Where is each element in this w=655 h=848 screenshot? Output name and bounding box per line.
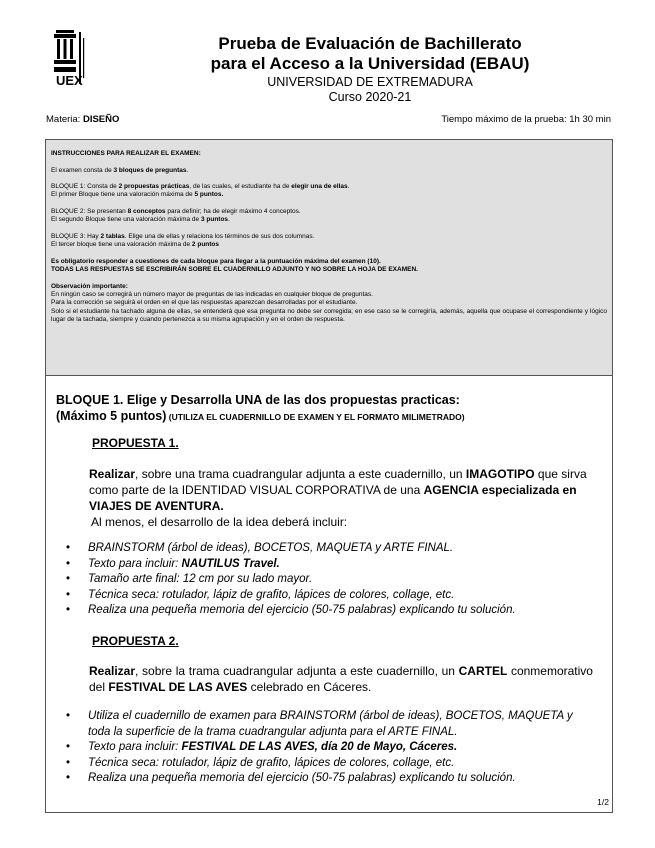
instructions-box (45, 139, 613, 376)
title-line-2: para el Acceso a la Universidad (EBAU) (210, 54, 530, 73)
course-year: Curso 2020-21 (328, 90, 412, 104)
list-item: • Tamaño arte final: 12 cm por su lado mayor. (66, 572, 586, 588)
list-item: • Técnica seca: rotulador, lápiz de grafito, lápices de colores, collage, etc. (66, 756, 586, 772)
proposal-2-heading: PROPUESTA 2. (92, 634, 179, 648)
proposal-1-list (66, 541, 586, 619)
logo-text: UEX (56, 73, 83, 88)
block-1-subtitle: (Máximo 5 puntos) (UTILIZA EL CUADERNILLO DE EXAMEN Y EL FORMATO MILIMETRADO) (56, 409, 465, 423)
exam-time: Tiempo máximo de la prueba: 1h 30 min (441, 114, 611, 125)
block-1-title: BLOQUE 1. Elige y Desarrolla UNA de las dos propuestas practicas: (56, 393, 460, 407)
subject: Materia: DISEÑO (46, 114, 120, 125)
proposal-1-heading: PROPUESTA 1. (92, 436, 179, 450)
university-logo (52, 28, 96, 88)
proposal-1-text: Realizar, sobre una trama cuadrangular adjunta a este cuadernillo, un IMAGOTIPO que sirva como parte de la IDENTIDAD VISUAL CORPORATIVA de una AGENCIA especializada en VIAJES DE AVENTURA. Al menos, el desarrollo de la idea deberá incluir: (89, 467, 587, 529)
instructions-block1: BLOQUE 1: Consta de 2 propuestas prácticas, de las cuales, el estudiante ha de elegir una de ellas. El primer Bloque tiene una valoración máxima de 5 puntos. (51, 183, 350, 199)
proposal-2-list (66, 709, 586, 787)
instructions-mandatory: Es obligatorio responder a cuestiones de cada bloque para llegar a la puntuación máxima del examen (10). TODAS LAS RESPUESTAS SE ESCRIBIRÁN SOBRE EL CUADERNILLO ADJUNTO Y NO SOBRE LA HOJA DE EXAMEN. (51, 257, 418, 274)
list-item: • Realiza una pequeña memoria del ejercicio (50-75 palabras) explicando tu solución. (66, 603, 586, 619)
proposal-2-text: Realizar, sobre la trama cuadrangular adjunta a este cuadernillo, un CARTEL conmemorativo del FESTIVAL DE LAS AVES celebrado en Cáceres. (89, 664, 593, 694)
instructions-heading: INSTRUCCIONES PARA REALIZAR EL EXAMEN: (51, 150, 201, 157)
list-item: • Utiliza el cuadernillo de examen para BRAINSTORM (árbol de ideas), BOCETOS, MAQUETA y toda la superficie de la trama cuadrangular adjunta para el ARTE FINAL. (66, 709, 586, 740)
page-number: 1/2 (597, 797, 609, 807)
instructions-intro: El examen consta de 3 bloques de preguntas. (51, 166, 189, 174)
title-line-1: Prueba de Evaluación de Bachillerato (218, 34, 522, 53)
block-1-heading (56, 392, 465, 425)
list-item: • Técnica seca: rotulador, lápiz de grafito, lápices de colores, collage, etc. (66, 588, 586, 604)
document-header (190, 34, 550, 104)
university-name: UNIVERSIDAD DE EXTREMADURA (267, 75, 473, 89)
list-item: • Texto para incluir: FESTIVAL DE LAS AVES, día 20 de Mayo, Cáceres. (66, 740, 586, 756)
instructions-block2: BLOQUE 2: Se presentan 8 conceptos para definir; ha de elegir máximo 4 conceptos. El segundo Bloque tiene una valoración máxima de 3 puntos. (51, 208, 301, 224)
list-item: • Texto para incluir: NAUTILUS Travel. (66, 557, 586, 573)
instructions-observation: Observación importante: En ningún caso se corregirá un número mayor de preguntas de las indicadas en cualquier bloque de preguntas. Para la corrección se seguirá el orden en el que las respuestas aparezcan desarrolladas por el estudiante. Solo si el estudiante ha tachado alguna de ellas, se entenderá que esa pregunta no debe ser corregida; en ese caso se le corregiría, además, aquella que ocupase el correspondiente y lógico lugar de la tachada, siempre y cuando pertenezca a su misma agrupación y en el orden de respuesta. (51, 282, 607, 323)
list-item: • BRAINSTORM (árbol de ideas), BOCETOS, MAQUETA y ARTE FINAL. (66, 541, 586, 557)
list-item: • Realiza una pequeña memoria del ejercicio (50-75 palabras) explicando tu solución. (66, 771, 586, 787)
instructions-block3: BLOQUE 3: Hay 2 tablas. Elige una de ellas y relaciona los términos de sus dos columnas. El tercer bloque tiene una valoración máxima de 2 puntos (51, 232, 315, 249)
